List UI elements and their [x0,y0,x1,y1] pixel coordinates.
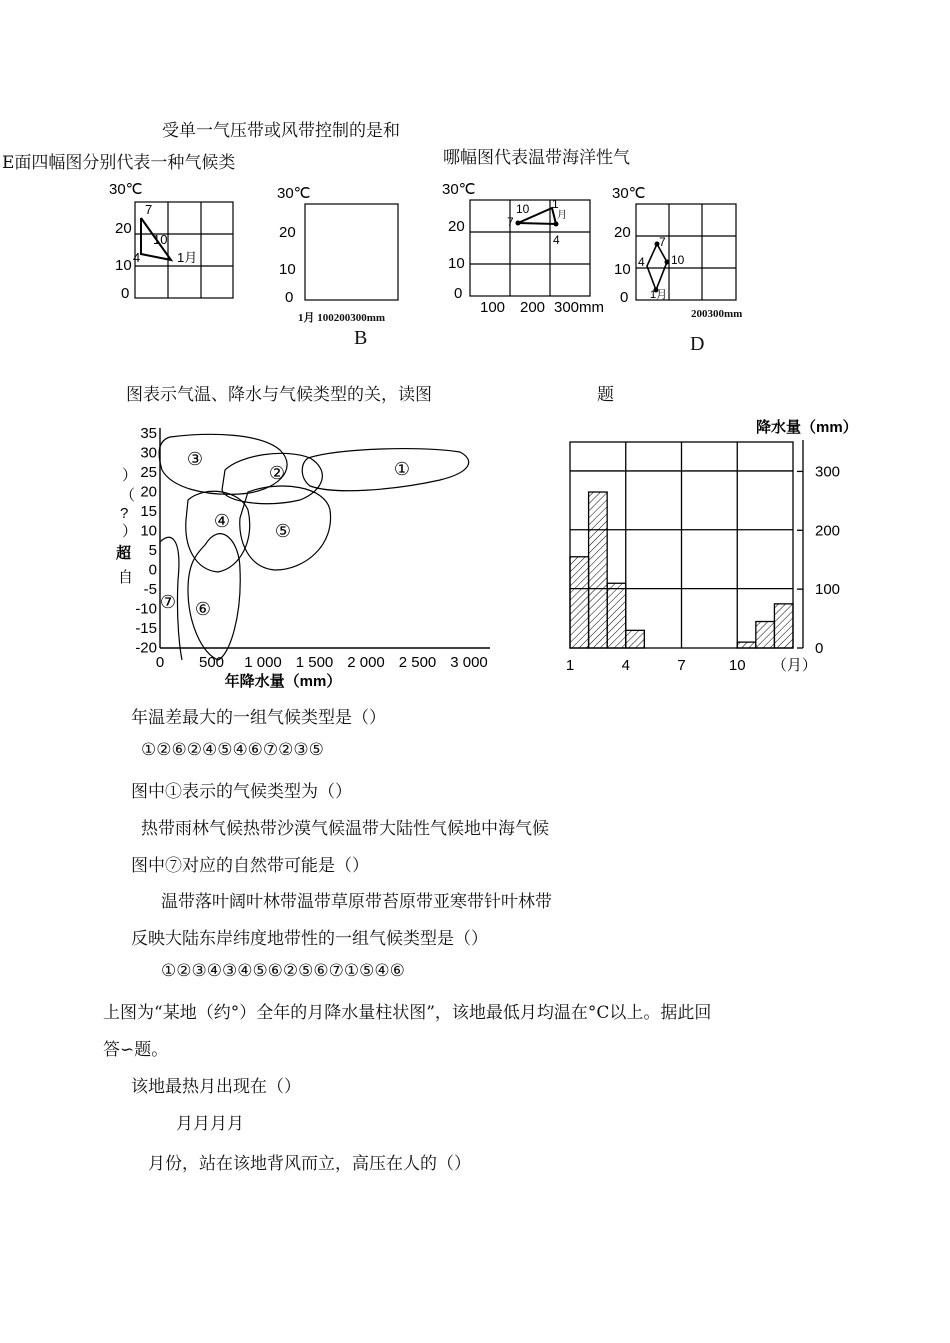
svg-text:20: 20 [279,224,296,241]
svg-text:4: 4 [553,233,560,247]
chart-b-temp-unit: 30℃ [277,185,311,202]
climate-chart-d [610,182,745,306]
chart-d-x-axis: 200300mm [691,308,743,320]
climate-chart-y-tick: 20 [140,483,157,501]
svg-text:?: ? [120,505,129,522]
intro-line-2-right: 哪幅图代表温带海洋性气 [443,148,630,168]
bar-chart-y-tick: 200 [815,522,841,540]
climate-chart-x-tick: 1 500 [295,654,334,671]
precip-bar-month-2 [589,492,608,648]
intro-line-2-left: E面四幅图分别代表一种气候类 [2,153,236,173]
svg-text:10: 10 [448,255,465,272]
section2-header-right: 题 [597,385,614,405]
climate-chart-y-tick: -15 [135,620,157,637]
passage-line-2: 答∽题。 [103,1040,169,1060]
region-6: ⑥ [194,599,212,619]
svg-text:4: 4 [638,255,645,269]
question-5: 该地最热月出现在（） [131,1077,301,1097]
bar-chart-y-tick: 300 [815,463,841,481]
climate-chart-x-tick: 0 [155,654,165,671]
svg-text:0: 0 [454,285,463,302]
question-4: 反映大陆东岸纬度地带性的一组气候类型是（） [131,929,488,949]
question-2-options: 热带雨林气候热带沙漠气候温带大陆性气候地中海气候 [141,819,549,839]
climate-chart-y-tick: -20 [135,639,157,657]
climate-chart-xlabel: 年降水量（mm） [224,673,342,690]
svg-text:10: 10 [614,261,631,278]
question-3-options: 温带落叶阔叶林带温带草原带苔原带亚寒带针叶林带 [161,892,552,912]
climate-chart-y-tick: 35 [140,425,157,442]
svg-text:10: 10 [516,202,530,216]
climate-type-chart [100,420,500,695]
chart-a-month-7: 7 [145,202,153,217]
svg-text:超: 超 [116,545,132,562]
svg-text:10: 10 [671,253,685,267]
svg-text:10: 10 [279,261,296,278]
bar-chart-x-tick: 10 [728,657,746,674]
question-3: 图中⑦对应的自然带可能是（） [131,856,369,876]
chart-a-month-4: 4 [133,250,141,265]
chart-a-temp-unit: 30℃ [109,181,143,198]
region-3: ③ [186,449,204,469]
climate-chart-y-tick: -10 [135,600,157,618]
svg-text:0: 0 [620,289,629,306]
climate-chart-y-tick: 25 [140,464,157,481]
climate-chart-y-tick: 10 [140,522,157,540]
question-6: 月份，站在该地背风而立，高压在人的（） [148,1154,471,1174]
climate-chart-c [440,178,605,318]
svg-text:200: 200 [520,299,546,316]
climate-chart-a [105,178,265,308]
precip-bar-month-11 [756,622,775,648]
climate-chart-y-tick: -5 [143,581,157,598]
region-5: ⑤ [274,521,292,541]
climate-chart-x-tick: 2 000 [347,654,385,671]
svg-text:300mm: 300mm [554,299,605,316]
svg-text:0: 0 [121,285,130,302]
region-7: ⑦ [159,592,177,612]
svg-text:20: 20 [614,224,631,241]
chart-a-month-1: 1月 [177,250,198,265]
question-1: 年温差最大的一组气候类型是（） [131,708,386,728]
question-4-options: ①②③④③④⑤⑥②⑤⑥⑦①⑤④⑥ [161,961,405,981]
section2-header-left: 图表示气温、降水与气候类型的关，读图 [126,385,432,405]
svg-text:7: 7 [507,215,514,229]
climate-chart-y-tick: 30 [140,444,157,462]
svg-text:0: 0 [285,289,294,306]
chart-b-x-axis: 1月 100200300mm [298,312,386,324]
precip-bar-month-12 [774,604,793,648]
climate-chart-b [275,182,415,306]
region-1: ① [393,459,411,479]
precip-bar-month-1 [570,557,589,648]
climate-chart-y-tick: 0 [148,561,157,579]
svg-text:（: （ [120,487,136,504]
chart-a-month-10: 10 [153,232,168,247]
intro-line-1: 受单一气压带或风带控制的是和 [162,121,400,141]
svg-text:7: 7 [659,235,666,249]
precip-bar-month-10 [737,642,756,648]
region-4: ④ [213,511,231,531]
region-2: ② [268,463,286,483]
bar-chart-y-tick: 0 [815,640,824,657]
climate-chart-y-tick: 5 [148,542,157,559]
question-2: 图中①表示的气候类型为（） [131,782,352,802]
climate-chart-y-tick: 15 [140,503,157,520]
svg-text:1: 1 [552,197,559,211]
svg-text:自: 自 [118,569,134,586]
svg-text:20: 20 [115,220,132,237]
question-1-options: ①②⑥②④⑤④⑥⑦②③⑤ [141,740,324,760]
svg-text:月: 月 [557,210,567,221]
bar-chart-x-tick: 1 [565,657,575,674]
passage-line-1: 上图为“某地（约°）全年的月降水量柱状图”，该地最低月均温在°C以上。据此回 [103,1003,712,1023]
climate-chart-x-tick: 500 [198,654,225,671]
climate-chart-x-tick: 1 000 [244,654,282,671]
svg-text:1月: 1月 [650,289,668,301]
climate-chart-x-tick: 3 000 [450,654,488,671]
bar-chart-y-tick: 100 [815,581,841,599]
chart-b-letter: B [354,327,368,349]
chart-d-temp-unit: 30℃ [612,185,646,202]
precip-bar-month-4 [626,630,645,648]
bar-chart-x-tick: 4 [621,657,630,674]
chart-d-letter: D [690,333,705,355]
bar-chart-x-tick: 7 [677,657,686,674]
svg-text:10: 10 [115,257,132,274]
bar-chart-ylabel: 降水量（mm） [756,419,858,436]
chart-c-temp-unit: 30℃ [442,181,476,198]
bar-chart-x-tick: （月） [771,657,817,674]
question-5-options: 月月月月 [176,1114,244,1134]
precip-bar-month-3 [607,583,626,648]
climate-chart-x-tick: 2 500 [398,654,437,671]
svg-text:）: ） [122,523,138,540]
precipitation-bar-chart [560,412,860,682]
svg-text:20: 20 [448,218,465,235]
svg-text:）: ） [122,467,138,484]
svg-text:100: 100 [480,299,506,316]
